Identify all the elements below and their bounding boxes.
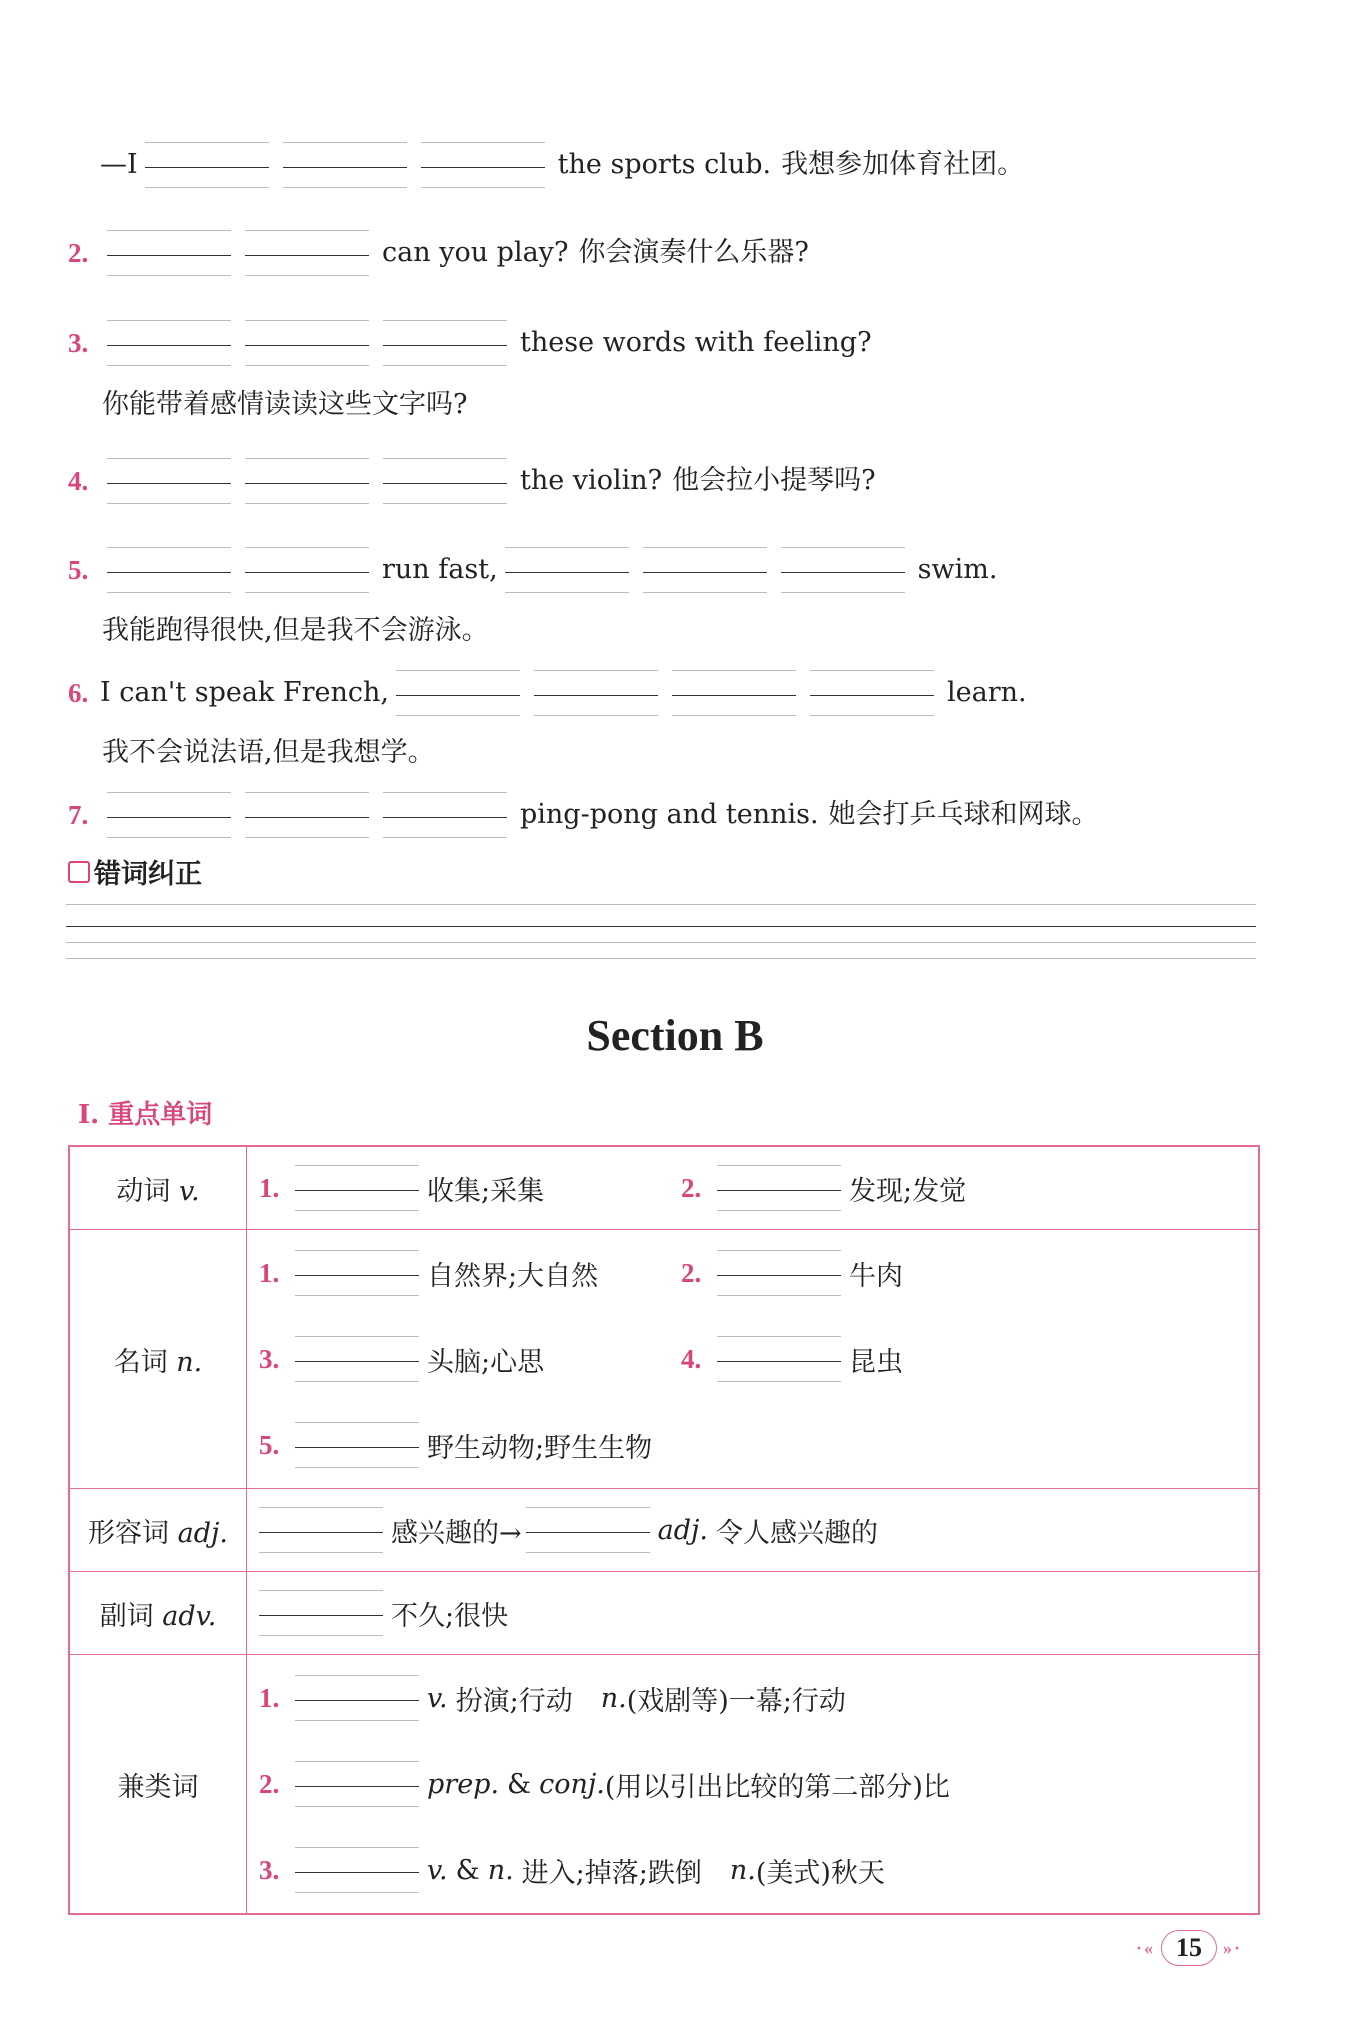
answer-blank[interactable]: [717, 1246, 841, 1300]
entry-number: 5.: [259, 1429, 280, 1460]
entries-cell: [247, 1655, 1260, 1915]
answer-blank[interactable]: [534, 666, 658, 720]
answer-blank[interactable]: [295, 1843, 419, 1897]
item-5-mid: run fast,: [382, 554, 498, 585]
entry-pos: conj.: [539, 1768, 605, 1800]
entry-pos: v.: [427, 1682, 448, 1714]
category-label: 兼类词: [117, 1771, 199, 1803]
item-3-cn: 你能带着感情读读这些文字吗?: [102, 389, 468, 420]
entry-pos: n.: [487, 1854, 514, 1886]
entry-number: 2.: [681, 1257, 702, 1288]
entry-pos: v.: [427, 1854, 448, 1886]
answer-blank[interactable]: [810, 666, 934, 720]
category-abbr: v.: [178, 1175, 200, 1207]
writing-line-guide: [66, 942, 1256, 943]
entry-meaning: 自然界;大自然: [427, 1260, 599, 1292]
pencil-box-icon: [68, 861, 90, 883]
entry-meaning: 发现;发觉: [849, 1175, 967, 1207]
answer-blank[interactable]: [145, 138, 269, 192]
table-row: [69, 1230, 1259, 1489]
category-abbr: n.: [176, 1346, 203, 1378]
category-cell: [69, 1655, 247, 1915]
entry-meaning: 不久;很快: [391, 1600, 509, 1632]
entry-pos: n.: [729, 1854, 756, 1886]
category-label: 形容词: [88, 1517, 170, 1549]
item-4: [68, 454, 876, 508]
page-number-badge: 15: [1161, 1930, 1217, 1966]
entry-number: 4.: [681, 1343, 702, 1374]
category-cell: [69, 1230, 247, 1489]
item-1: [100, 138, 1024, 192]
item-7: [68, 788, 1099, 842]
entry-number: 2.: [259, 1768, 280, 1799]
item-2-cn: 你会演奏什么乐器?: [578, 237, 809, 268]
vocab-section-label: Ⅰ. 重点单词: [78, 1100, 213, 1130]
table-row: [69, 1655, 1259, 1915]
answer-blank[interactable]: [245, 226, 369, 280]
answer-blank[interactable]: [245, 788, 369, 842]
writing-line-guide: [66, 904, 1256, 905]
item-2-text: can you play?: [382, 237, 569, 268]
item-6-text: learn.: [946, 677, 1027, 708]
entry-amp: &: [507, 1768, 532, 1800]
answer-blank[interactable]: [295, 1161, 419, 1215]
correction-heading-text: 错词纠正: [94, 859, 202, 890]
section-title: Section B: [586, 1011, 764, 1060]
item-3: [68, 316, 872, 370]
entries-cell: [247, 1489, 1260, 1572]
category-abbr: adv.: [162, 1600, 217, 1632]
item-6-cn: 我不会说法语,但是我想学。: [102, 737, 435, 768]
item-1-prefix: —I: [100, 149, 138, 180]
correction-heading: [68, 852, 202, 891]
item-number: 5.: [68, 555, 89, 585]
entry-pos: prep.: [427, 1768, 500, 1800]
item-4-cn: 他会拉小提琴吗?: [672, 465, 876, 496]
item-5-text: swim.: [917, 554, 998, 585]
item-3-text: these words with feeling?: [520, 327, 872, 358]
answer-blank[interactable]: [383, 454, 507, 508]
vocab-table: [68, 1145, 1260, 1915]
item-6: [68, 666, 1027, 720]
answer-blank[interactable]: [421, 138, 545, 192]
answer-blank[interactable]: [717, 1161, 841, 1215]
item-number: 4.: [68, 466, 89, 496]
answer-blank[interactable]: [259, 1586, 383, 1640]
entry-meaning: 昆虫: [849, 1346, 903, 1378]
answer-blank[interactable]: [107, 788, 231, 842]
category-cell: [69, 1146, 247, 1230]
answer-blank[interactable]: [245, 316, 369, 370]
entry-number: 3.: [259, 1854, 280, 1885]
category-abbr: adj.: [177, 1517, 228, 1549]
answer-blank[interactable]: [107, 316, 231, 370]
answer-blank[interactable]: [526, 1503, 650, 1557]
category-label: 副词: [99, 1600, 154, 1632]
item-7-cn: 她会打乒乓球和网球。: [828, 799, 1099, 830]
answer-blank[interactable]: [396, 666, 520, 720]
item-5: [68, 543, 997, 597]
entries-cell: [247, 1230, 1260, 1489]
entry-meaning: 感兴趣的→: [391, 1517, 522, 1549]
entry-meaning: 野生动物;野生生物: [427, 1432, 653, 1464]
entry-meaning: 头脑;心思: [427, 1346, 545, 1378]
answer-blank[interactable]: [672, 666, 796, 720]
item-number: 7.: [68, 800, 89, 830]
category-cell: [69, 1572, 247, 1655]
item-2: [68, 226, 809, 280]
item-number: 6.: [68, 678, 89, 708]
item-number: 3.: [68, 328, 89, 358]
answer-blank[interactable]: [295, 1246, 419, 1300]
answer-blank[interactable]: [781, 543, 905, 597]
item-5-cn: 我能跑得很快,但是我不会游泳。: [102, 615, 489, 646]
entry-number: 3.: [259, 1343, 280, 1374]
answer-blank[interactable]: [643, 543, 767, 597]
entry-meaning: (用以引出比较的第二部分)比: [604, 1771, 950, 1803]
item-4-text: the violin?: [520, 465, 663, 496]
answer-blank[interactable]: [107, 543, 231, 597]
answer-blank[interactable]: [107, 454, 231, 508]
item-number: 2.: [68, 238, 89, 268]
item-6-before: I can't speak French,: [100, 677, 389, 708]
category-label: 名词: [113, 1346, 168, 1378]
answer-blank[interactable]: [283, 138, 407, 192]
entry-number: 2.: [681, 1172, 702, 1203]
ornament-icon: »·: [1223, 1937, 1243, 1958]
writing-line-guide: [66, 958, 1256, 959]
ornament-icon: ·«: [1136, 1937, 1156, 1958]
entry-meaning: 令人感兴趣的: [715, 1517, 878, 1549]
entry-number: 1.: [259, 1257, 280, 1288]
item-1-cn: 我想参加体育社团。: [781, 149, 1025, 180]
entry-number: 1.: [259, 1172, 280, 1203]
item-7-text: ping-pong and tennis.: [520, 799, 819, 830]
entry-meaning: (美式)秋天: [755, 1857, 885, 1889]
table-row: [69, 1572, 1259, 1655]
table-row: [69, 1146, 1259, 1230]
answer-blank[interactable]: [295, 1332, 419, 1386]
answer-blank[interactable]: [295, 1757, 419, 1811]
page-number: [1130, 1930, 1248, 1966]
answer-blank[interactable]: [717, 1332, 841, 1386]
entry-pos: adj.: [657, 1514, 708, 1546]
answer-blank[interactable]: [295, 1671, 419, 1725]
entry-pos: n.: [600, 1682, 627, 1714]
entries-cell: [247, 1146, 1260, 1230]
entry-amp: &: [455, 1854, 480, 1886]
answer-blank[interactable]: [245, 543, 369, 597]
answer-blank[interactable]: [383, 316, 507, 370]
entry-meaning: 扮演;行动: [455, 1685, 573, 1717]
category-label: 动词: [116, 1175, 171, 1207]
category-cell: [69, 1489, 247, 1572]
entry-meaning: 收集;采集: [427, 1175, 545, 1207]
answer-blank[interactable]: [505, 543, 629, 597]
entries-cell: [247, 1572, 1260, 1655]
entry-meaning: (戏剧等)一幕;行动: [626, 1685, 846, 1717]
writing-line[interactable]: [66, 926, 1256, 927]
answer-blank[interactable]: [295, 1418, 419, 1472]
table-row: [69, 1489, 1259, 1572]
answer-blank[interactable]: [107, 226, 231, 280]
item-1-text: the sports club.: [557, 149, 772, 180]
answer-blank[interactable]: [383, 788, 507, 842]
answer-blank[interactable]: [245, 454, 369, 508]
entry-meaning: 进入;掉落;跌倒: [521, 1857, 702, 1889]
answer-blank[interactable]: [259, 1503, 383, 1557]
entry-number: 1.: [259, 1682, 280, 1713]
entry-meaning: 牛肉: [849, 1260, 903, 1292]
